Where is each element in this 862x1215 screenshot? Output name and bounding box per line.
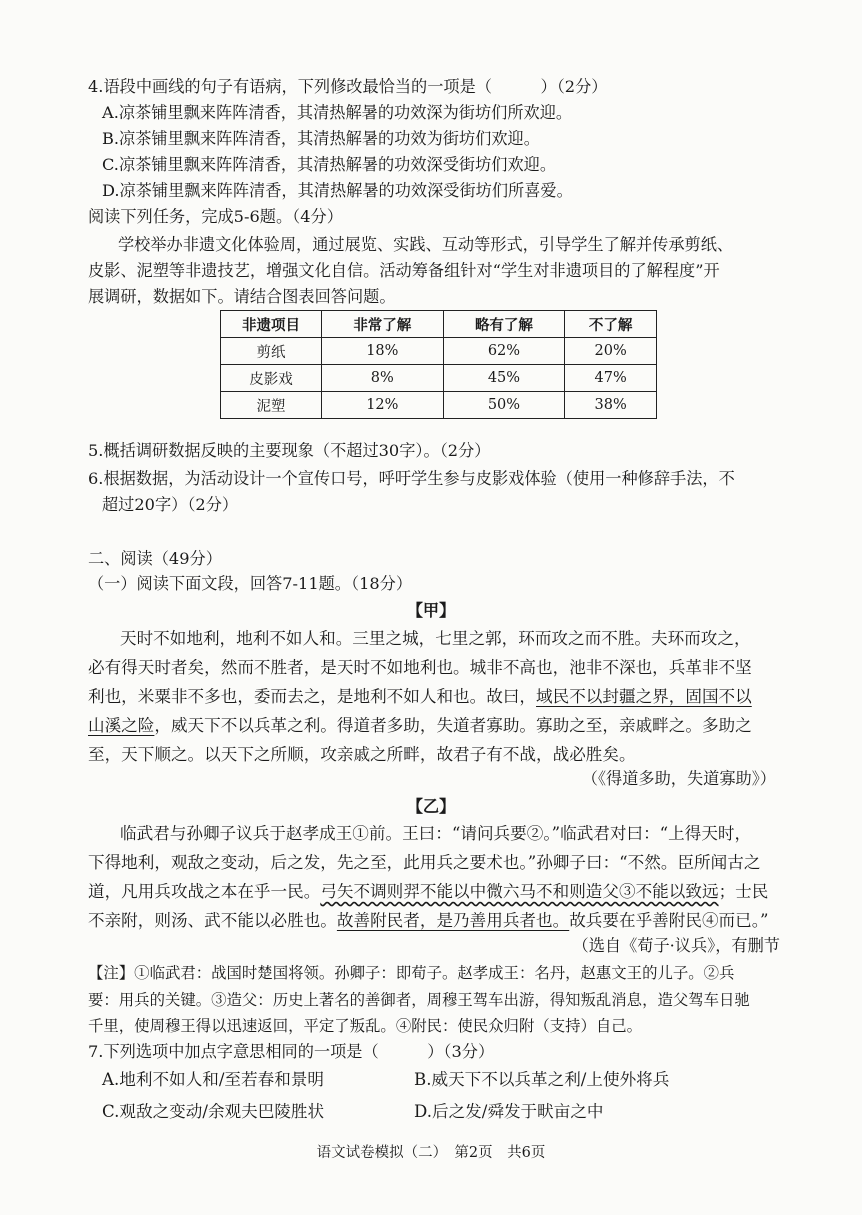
jia-line-4 <box>88 715 752 737</box>
jia-heading: 【甲】 <box>406 601 456 620</box>
table-cell: 皮影戏 <box>221 365 322 392</box>
jia-underlined-sentence-part-1: 域民不以封疆之界，固国不以 <box>536 687 752 706</box>
yi-source: （选自《荀子·议兵》，有删节 <box>572 936 780 955</box>
yi-line-1: 临武君与孙卿子议兵于赵孝成王①前。王曰：“请问兵要②。”临武君对曰：“上得天时， <box>120 824 752 843</box>
table-cell: 45% <box>443 365 565 392</box>
jia-line-3-text: 利也，米粟非不多也，委而去之，是地利不如人和也。故曰， <box>88 687 537 706</box>
yi-line-4-tail: 故兵要在乎善附民④而已。” <box>569 911 769 930</box>
jia-line-1: 天时不如地利，地利不如人和。三里之城，七里之郭，环而攻之而不胜。夫环而攻之， <box>120 629 751 648</box>
header-cell: 不了解 <box>565 311 657 338</box>
q6-line-1: 6.根据数据，为活动设计一个宣传口号，呼吁学生参与皮影戏体验（使用一种修辞手法，不 <box>88 469 735 488</box>
q7-option-d: D.后之发/舜发于畎亩之中 <box>414 1102 604 1121</box>
notes-line-3: 千里，使周穆王得以迅速返回，平定了叛乱。④附民：使民众归附（支持）自己。 <box>88 1017 643 1035</box>
q7-option-c: C.观敌之变动/余观夫巴陵胜状 <box>102 1102 325 1121</box>
section2-title: 二、阅读（49分） <box>88 549 222 568</box>
survey-table <box>220 310 657 419</box>
q4-option-d: D.凉茶铺里飘来阵阵清香，其清热解暑的功效深受街坊们所喜爱。 <box>102 181 573 200</box>
table-cell: 62% <box>443 338 565 365</box>
table-cell: 8% <box>322 365 444 392</box>
jia-line-4-text: ，威天下不以兵革之利。得道者多助，失道者寡助。寡助之至，亲戚畔之。多助之 <box>154 716 752 735</box>
table-row <box>221 365 657 392</box>
jia-line-5: 至，天下顺之。以天下之所顺，攻亲戚之所畔，故君子有不战，战必胜矣。 <box>88 745 636 764</box>
q7-option-b: B.威天下不以兵革之利/上使外将兵 <box>414 1070 670 1089</box>
table-row <box>221 338 657 365</box>
yi-underlined-sentence: 故善附民者，是乃善用兵者也。 <box>336 911 570 930</box>
table-cell: 38% <box>565 392 657 419</box>
task-para-line-1: 学校举办非遗文化体验周，通过展览、实践、互动等形式，引导学生了解并传承剪纸、 <box>118 235 734 254</box>
task-para-line-3: 展调研，数据如下。请结合图表回答问题。 <box>88 287 396 306</box>
sub1-title: （一）阅读下面文段，回答7-11题。（18分） <box>88 574 413 593</box>
q4-stem: 4.语段中画线的句子有语病，下列修改最恰当的一项是（ ）（2分） <box>88 77 608 96</box>
header-cell: 略有了解 <box>443 311 565 338</box>
q6-line-2: 超过20字）（2分） <box>102 495 239 514</box>
table-cell: 12% <box>322 392 444 419</box>
task-intro: 阅读下列任务，完成5-6题。（4分） <box>88 207 343 226</box>
yi-line-4-text: 不亲附，则汤、武不能以必胜也。 <box>88 911 337 930</box>
notes-line-1: 【注】①临武君：战国时楚国将领。孙卿子：即荀子。赵孝成王：名丹，赵惠文王的儿子。②兵 <box>88 964 735 982</box>
q7-option-a: A.地利不如人和/至若春和景明 <box>102 1070 324 1089</box>
table-cell: 泥塑 <box>221 392 322 419</box>
header-cell: 非遗项目 <box>221 311 322 338</box>
task-para-line-2: 皮影、泥塑等非遗技艺，增强文化自信。活动筹备组针对“学生对非遗项目的了解程度”开 <box>88 261 720 280</box>
q4-option-c: C.凉茶铺里飘来阵阵清香，其清热解暑的功效深受街坊们欢迎。 <box>102 155 557 174</box>
page-footer: 语文试卷模拟（二） 第2页 共6页 <box>316 1145 546 1161</box>
header-cell: 非常了解 <box>322 311 444 338</box>
jia-underlined-sentence-part-2: 山溪之险 <box>88 716 155 735</box>
jia-line-3 <box>88 686 752 708</box>
yi-line-4 <box>88 910 769 932</box>
yi-line-3 <box>88 881 768 903</box>
notes-line-2: 要：用兵的关键。③造父：历史上著名的善御者，周穆王驾车出游，得知叛乱消息，造父驾车日驰 <box>88 991 750 1009</box>
yi-line-3-text: 道，凡用兵攻战之本在乎一民。 <box>88 882 321 901</box>
yi-line-3-tail: ；士民 <box>718 882 769 901</box>
table-cell: 50% <box>443 392 565 419</box>
q4-option-a: A.凉茶铺里飘来阵阵清香，其清热解暑的功效深为街坊们所欢迎。 <box>102 103 573 122</box>
q4-option-b: B.凉茶铺里飘来阵阵清香，其清热解暑的功效为街坊们欢迎。 <box>102 129 540 148</box>
table-cell: 47% <box>565 365 657 392</box>
survey-table-header <box>221 311 657 338</box>
table-row <box>221 392 657 419</box>
table-cell: 18% <box>322 338 444 365</box>
table-cell: 剪纸 <box>221 338 322 365</box>
q5: 5.概括调研数据反映的主要现象（不超过30字）。（2分） <box>88 441 491 460</box>
yi-wavy-underlined-sentence: 弓矢不调则羿不能以中微六马不和则造父③不能以致远 <box>320 882 719 901</box>
yi-heading: 【乙】 <box>406 797 456 816</box>
q7-stem: 7.下列选项中加点字意思相同的一项是（ ）（3分） <box>88 1042 495 1061</box>
table-cell: 20% <box>565 338 657 365</box>
yi-line-2: 下得地利，观敌之变动，后之发，先之至，此用兵之要术也。”孙卿子曰：“不然。臣所闻古之 <box>88 853 761 872</box>
jia-source: （《得道多助，失道寡助》） <box>581 769 776 788</box>
jia-line-2: 必有得天时者矣，然而不胜者，是天时不如地利也。城非不高也，池非不深也，兵革非不坚 <box>88 658 752 677</box>
